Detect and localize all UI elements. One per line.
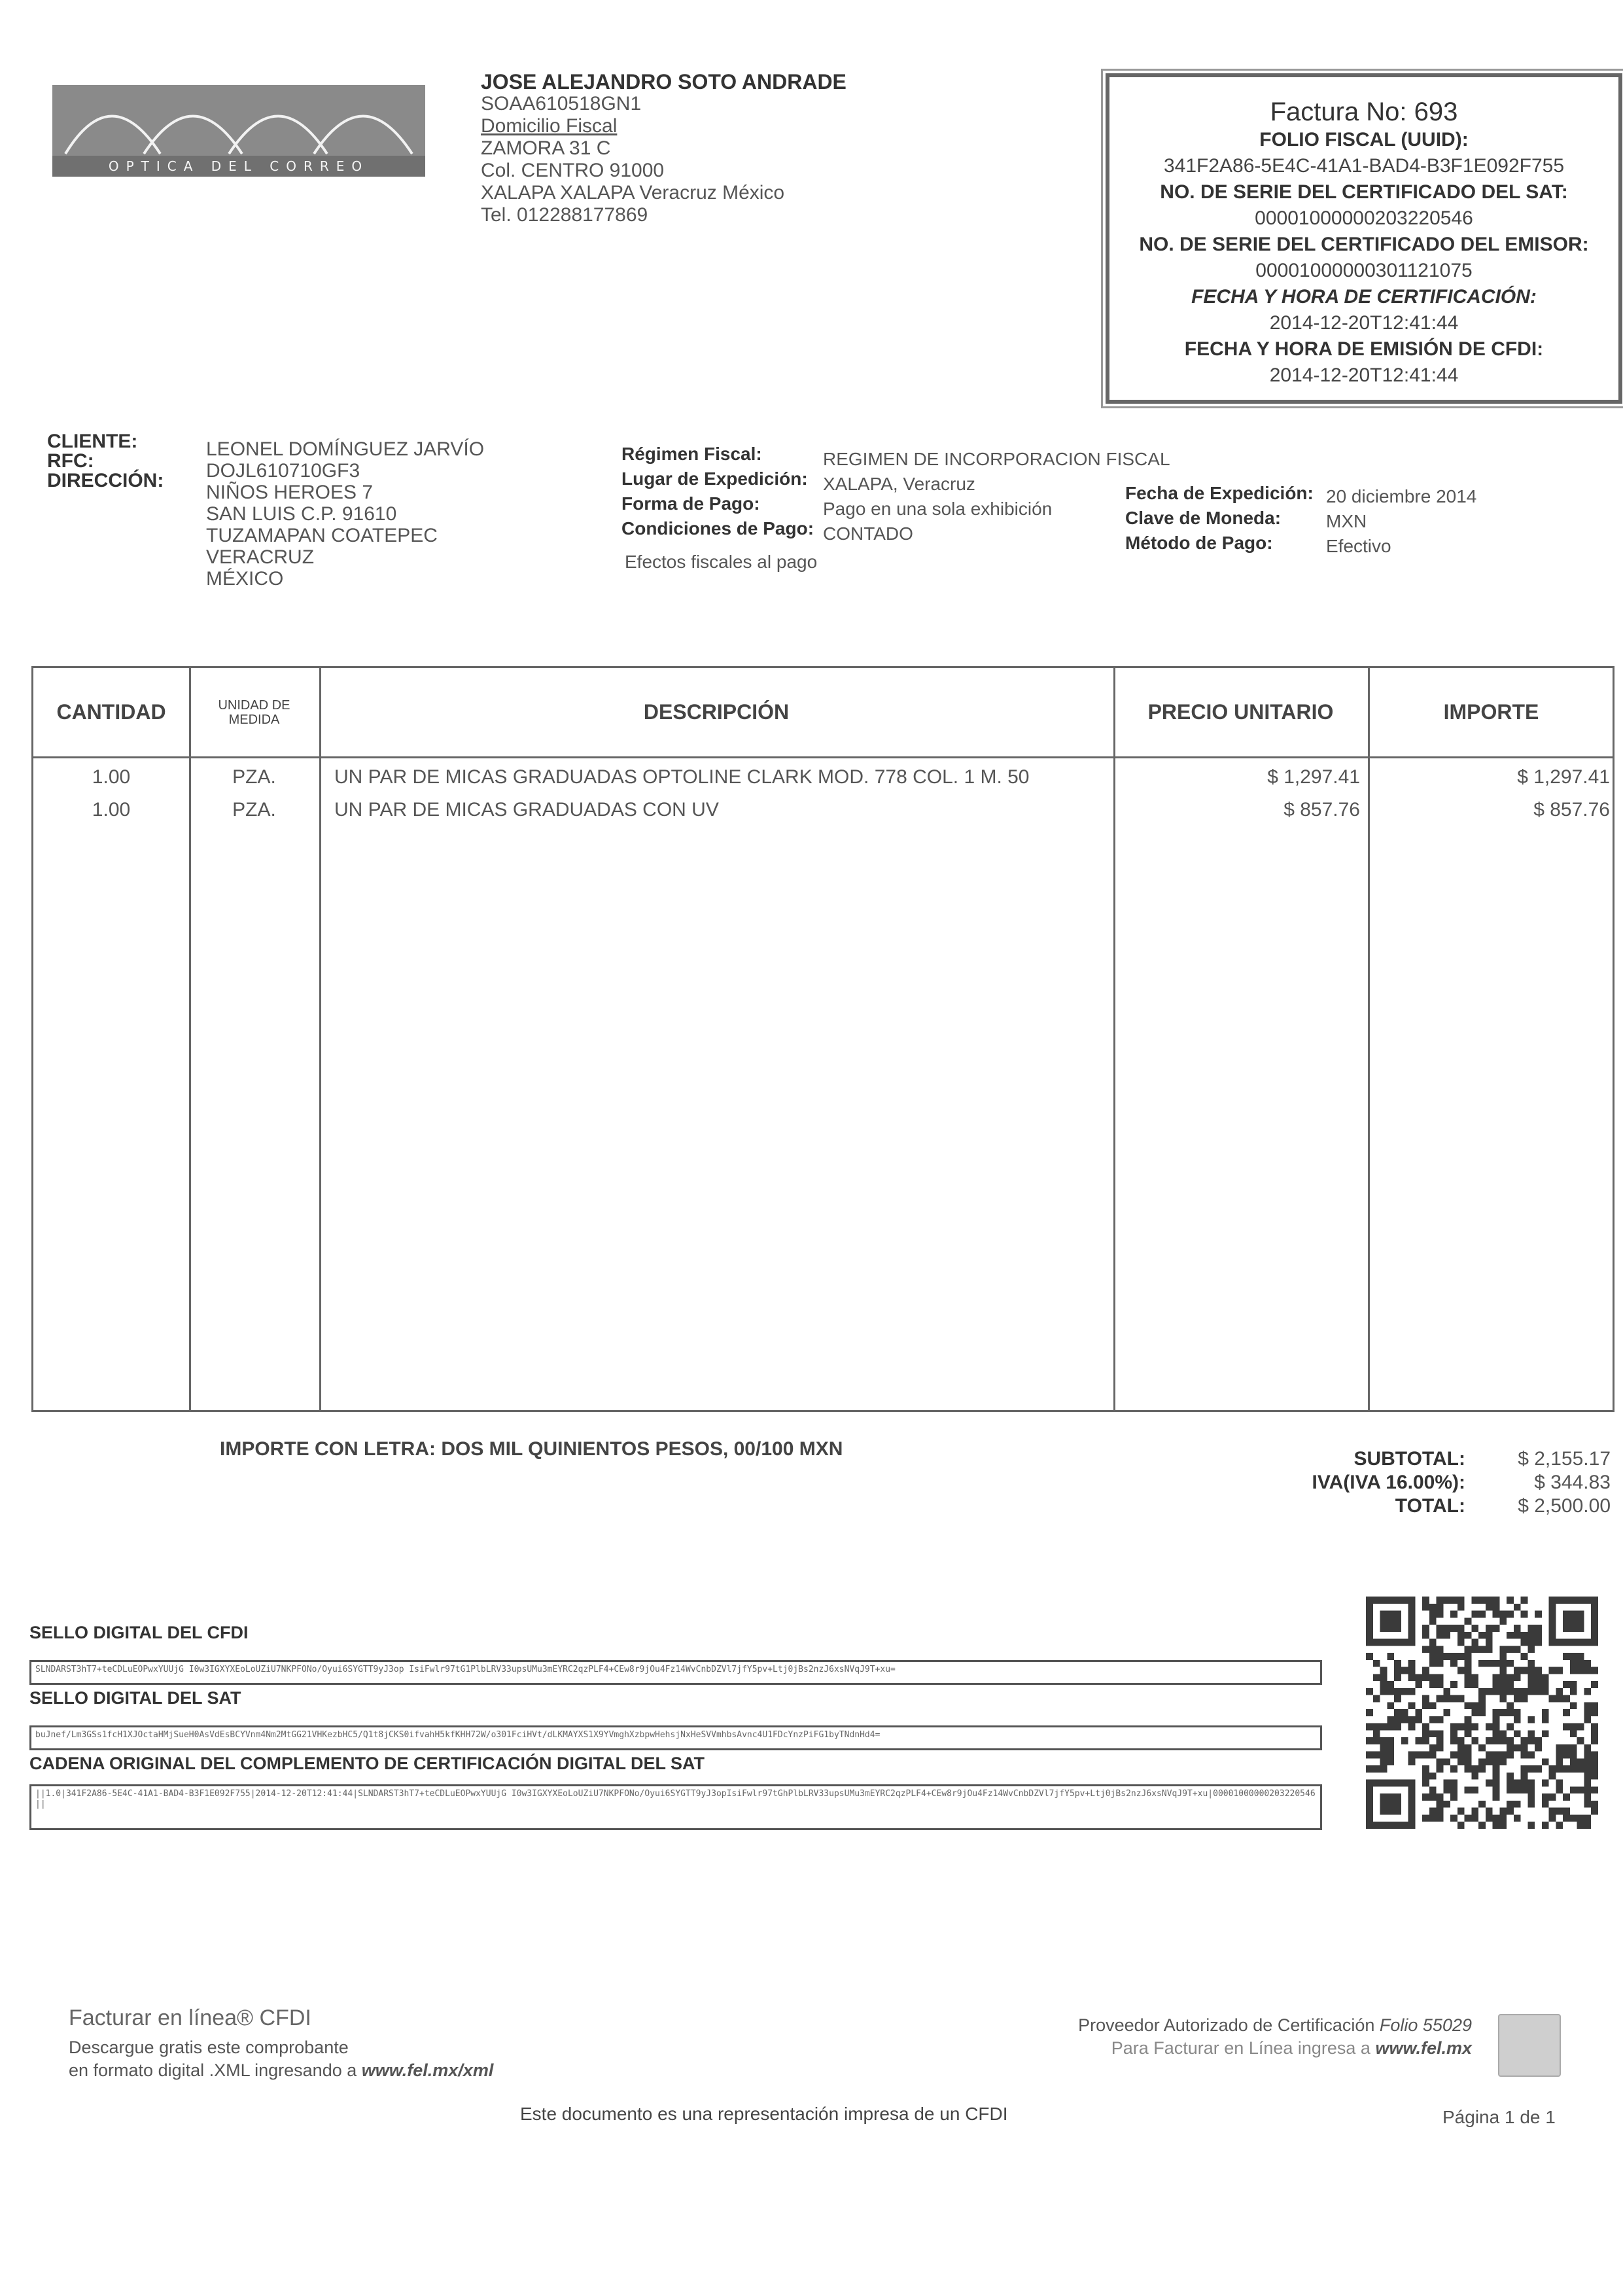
lugar-value: XALAPA, Veracruz <box>823 474 975 494</box>
cell-precio: $ 857.76 <box>1283 799 1360 821</box>
client-rfc: DOJL610710GF3 <box>206 460 360 482</box>
emision-date-value: 2014-12-20T12:41:44 <box>1269 364 1459 386</box>
metodo-value: Efectivo <box>1326 536 1391 556</box>
header-descripcion: DESCRIPCIÓN <box>643 700 790 724</box>
cell-cantidad: 1.00 <box>92 766 131 788</box>
cell-importe: $ 857.76 <box>1533 799 1610 821</box>
qr-code <box>1366 1597 1598 1829</box>
iva-value: $ 344.83 <box>1534 1472 1611 1493</box>
provider-text: Proveedor Autorizado de Certificación <box>1078 2015 1380 2035</box>
header-importe: IMPORTE <box>1443 700 1539 724</box>
cell-descripcion: UN PAR DE MICAS GRADUADAS CON UV <box>334 799 719 821</box>
forma-label: Forma de Pago: <box>621 493 760 514</box>
provider-info <box>981 2014 1472 2060</box>
cert-date-label: FECHA Y HORA DE CERTIFICACIÓN: <box>1191 286 1537 308</box>
header-precio: PRECIO UNITARIO <box>1147 700 1334 724</box>
subtotal-value: $ 2,155.17 <box>1518 1448 1611 1470</box>
cell-descripcion: UN PAR DE MICAS GRADUADAS OPTOLINE CLARK MOD. 778 COL. 1 M. 50 <box>334 766 1030 788</box>
client-address-line: VERACRUZ <box>206 546 315 568</box>
folio-value: 341F2A86-5E4C-41A1-BAD4-B3F1E092F755 <box>1163 155 1565 177</box>
fiscal-labels <box>621 442 814 541</box>
footer-brand: Facturar en línea® CFDI <box>69 2005 311 2030</box>
subtotal-label: SUBTOTAL: <box>1353 1448 1465 1470</box>
issuer-name: JOSE ALEJANDRO SOTO ANDRADE <box>481 70 846 94</box>
condiciones-label: Condiciones de Pago: <box>621 518 814 539</box>
serie-emisor-label: NO. DE SERIE DEL CERTIFICADO DEL EMISOR: <box>1139 234 1589 255</box>
facturar-text: Para Facturar en Línea ingresa a <box>1111 2038 1376 2058</box>
expedition-values <box>1326 484 1476 559</box>
fiscal-values <box>823 447 1170 546</box>
header-unidad: UNIDAD DE MEDIDA <box>218 698 290 727</box>
total-label: TOTAL: <box>1395 1495 1465 1517</box>
sat-logo-icon <box>1498 2014 1561 2077</box>
issuer-rfc: SOAA610518GN1 <box>481 93 642 115</box>
footer-download-line-1: Descargue gratis este comprobante <box>69 2038 349 2057</box>
lugar-label: Lugar de Expedición: <box>621 468 808 489</box>
client-address-line: SAN LUIS C.P. 91610 <box>206 503 397 525</box>
sello-cfdi-box: SLNDARST3hT7+teCDLuEOPwxYUUjG I0w3IGXYXEoLoUZiU7NKPFONo/Oyui6SYGTT9yJ3op IsiFwlr97tG1PlbLRV33upsUMu3mEYRC2qzPLF4+CEw8r9jOu4Fz14WvCnbDZVl7jfY5pv+Ltj0jBs2nzJ6xsNVqJ9T+xu= <box>29 1660 1322 1685</box>
cell-precio: $ 1,297.41 <box>1267 766 1360 788</box>
folio-label: FOLIO FISCAL (UUID): <box>1259 129 1469 150</box>
moneda-value: MXN <box>1326 511 1367 531</box>
logo-text: OPTICA DEL CORREO <box>108 158 370 174</box>
issuer-city: XALAPA XALAPA Veracruz México <box>481 182 785 203</box>
regimen-value: REGIMEN DE INCORPORACION FISCAL <box>823 449 1170 469</box>
serie-sat-value: 00001000000203220546 <box>1255 207 1473 229</box>
issuer-street: ZAMORA 31 C <box>481 137 611 159</box>
fecha-value: 20 diciembre 2014 <box>1326 486 1477 506</box>
expedition-labels <box>1125 481 1314 556</box>
sello-sat-label: SELLO DIGITAL DEL SAT <box>29 1688 241 1708</box>
client-labels <box>47 432 164 491</box>
cadena-original-label: CADENA ORIGINAL DEL COMPLEMENTO DE CERTIFICACIÓN DIGITAL DEL SAT <box>29 1754 705 1773</box>
sello-cfdi-label: SELLO DIGITAL DEL CFDI <box>29 1623 249 1642</box>
footer-download <box>69 2036 493 2082</box>
issuer-phone: Tel. 012288177869 <box>481 204 648 226</box>
forma-value: Pago en una sola exhibición <box>823 499 1053 519</box>
iva-label: IVA(IVA 16.00%): <box>1312 1472 1465 1493</box>
efectos-fiscales: Efectos fiscales al pago <box>625 552 818 572</box>
table-row <box>33 799 1613 830</box>
client-name: LEONEL DOMÍNGUEZ JARVÍO <box>206 438 485 460</box>
header-cantidad: CANTIDAD <box>56 700 166 724</box>
client-values <box>206 438 484 590</box>
page-number: Página 1 de 1 <box>1442 2107 1556 2127</box>
condiciones-value: CONTADO <box>823 523 913 544</box>
provider-folio: Folio 55029 <box>1379 2015 1472 2035</box>
header-divider <box>33 756 1613 758</box>
regimen-label: Régimen Fiscal: <box>621 444 762 464</box>
client-address-line: NIÑOS HEROES 7 <box>206 482 374 503</box>
cert-date-value: 2014-12-20T12:41:44 <box>1269 312 1459 334</box>
sello-sat-box: buJnef/Lm3GSs1fcH1XJOctaHMjSueH0AsVdEsBCYVnm4Nm2MtGG21VHKezbHC5/Q1t8jCKS0ifvahH5kfKHH72W/o301FciHVt/dLKMAYXS1X9YVmghXzbpwHehsjNxHeSVVmhbsAvnc4U1FDcYnzPiFG1byTNdnHd4= <box>29 1725 1322 1750</box>
cell-importe: $ 1,297.41 <box>1517 766 1610 788</box>
client-address-line: MÉXICO <box>206 568 284 590</box>
invoice-info-box <box>1106 73 1622 404</box>
serie-sat-label: NO. DE SERIE DEL CERTIFICADO DEL SAT: <box>1160 181 1568 203</box>
metodo-label: Método de Pago: <box>1125 533 1273 553</box>
representation-note: Este documento es una representación impresa de un CFDI <box>520 2104 1008 2124</box>
serie-emisor-value: 00001000000301121075 <box>1255 260 1473 281</box>
footer-download-link[interactable]: www.fel.mx/xml <box>361 2060 494 2080</box>
emision-date-label: FECHA Y HORA DE EMISIÓN DE CFDI: <box>1184 338 1544 360</box>
importe-con-letra: IMPORTE CON LETRA: DOS MIL QUINIENTOS PESOS, 00/100 MXN <box>220 1438 843 1460</box>
invoice-number: Factura No: 693 <box>1270 97 1458 126</box>
issuer-colonia: Col. CENTRO 91000 <box>481 160 665 181</box>
client-address-label: DIRECCIÓN: <box>47 470 164 491</box>
facturar-link[interactable]: www.fel.mx <box>1375 2038 1472 2058</box>
cadena-original-box: ||1.0|341F2A86-5E4C-41A1-BAD4-B3F1E092F755|2014-12-20T12:41:44|SLNDARST3hT7+teCDLuEOPwxYUUjG I0w3IGXYXEoLoUZiU7NKPFONo/Oyui6SYGTT9yJ3opIsiFwlr97tGhPlbLRV33upsUMu3mEYRC2qzPLF4+CEw8r9jOu4Fz14WvCnbDZVl7jfY5pv+Ltj0jBs2nzJ6xsNVqJ9T+xu|00001000000203220546|| <box>29 1784 1322 1830</box>
cell-unidad: PZA. <box>232 799 276 821</box>
cell-cantidad: 1.00 <box>92 799 131 821</box>
items-table <box>31 666 1614 1412</box>
issuer-domicilio-label: Domicilio Fiscal <box>481 115 618 137</box>
client-label: CLIENTE: <box>47 431 138 452</box>
table-row <box>33 766 1613 798</box>
footer-download-line-2: en formato digital .XML ingresando a <box>69 2060 362 2080</box>
client-rfc-label: RFC: <box>47 450 94 472</box>
cell-unidad: PZA. <box>232 766 276 788</box>
issuer-block <box>481 71 846 226</box>
client-address-line: TUZAMAPAN COATEPEC <box>206 525 438 546</box>
total-value: $ 2,500.00 <box>1518 1495 1611 1517</box>
totals-values <box>1505 1447 1611 1518</box>
moneda-label: Clave de Moneda: <box>1125 508 1282 528</box>
fecha-label: Fecha de Expedición: <box>1125 483 1314 503</box>
optica-del-correo-logo <box>52 85 425 177</box>
totals-labels <box>1210 1447 1465 1518</box>
